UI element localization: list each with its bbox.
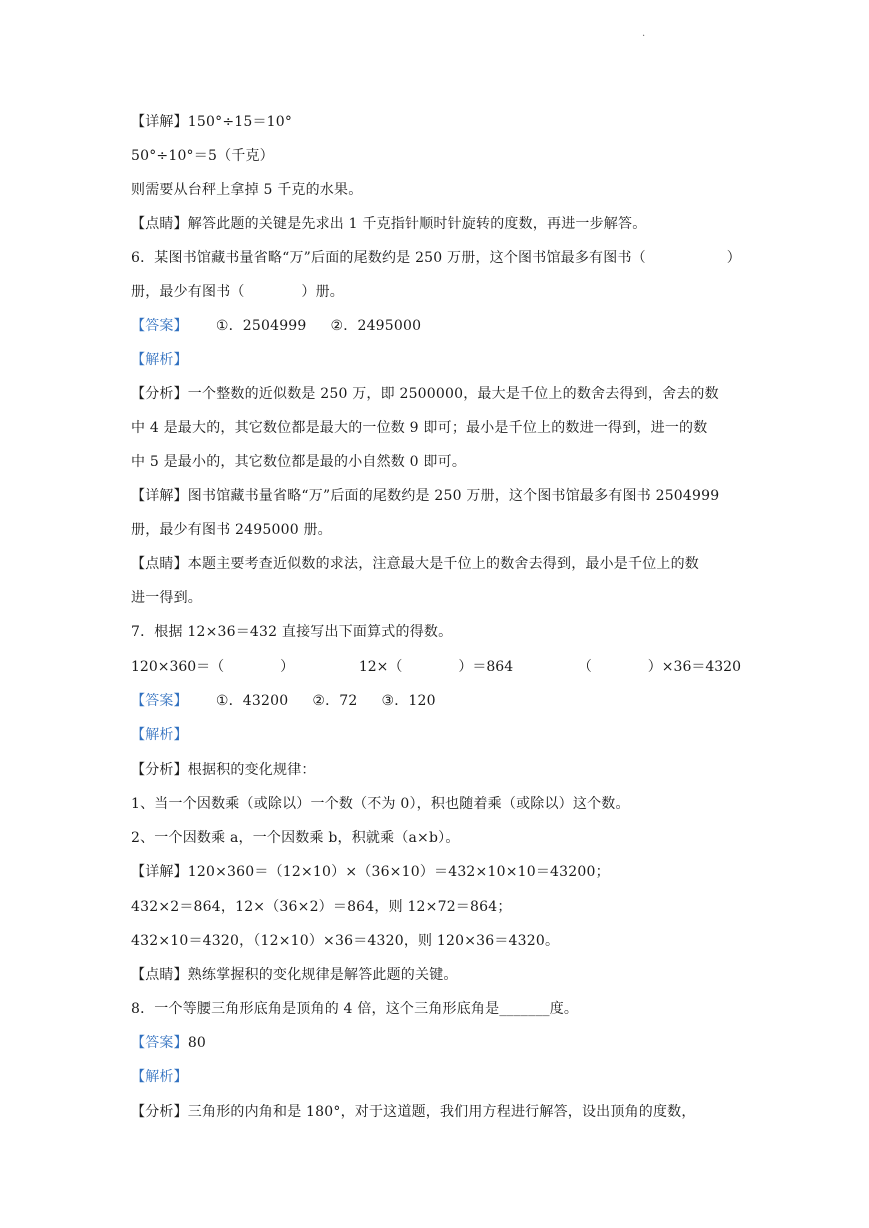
q7-rule-2: 2、一个因数乘 a，一个因数乘 b，积就乘（a×b）。	[131, 830, 460, 846]
q6-analysis-line-1: 【分析】一个整数的近似数是 250 万，即 2500000，最大是千位上的数舍去得到，舍去的数	[131, 386, 719, 402]
q6-question-line-2: 册，最少有图书（ ）册。	[131, 284, 344, 300]
q7-answer-3: ③．120	[381, 693, 436, 709]
q6-analysis-line-2: 中 4 是最大的，其它数位都是最大的一位数 9 即可；最小是千位上的数进一得到，进一的数	[131, 420, 708, 436]
q7-expression-3: （ ）×36＝4320	[577, 659, 741, 675]
q7-detail-line-2: 432×2＝864，12×（36×2）＝864，则 12×72＝864；	[131, 899, 512, 915]
q6-analysis-label: 【解析】	[131, 352, 188, 368]
q6-question-line-1	[131, 248, 741, 268]
page-marker: .	[642, 28, 646, 39]
q7-question: 7．根据 12×36＝432 直接写出下面算式的得数。	[131, 624, 453, 640]
answer-label: 【答案】	[131, 318, 188, 334]
q6-question-paren-end: ）	[726, 250, 741, 266]
q8-analysis-line: 【分析】三角形的内角和是 180°，对于这道题，我们用方程进行解答，设出顶角的度数，	[131, 1104, 696, 1120]
q6-analysis-line-3: 中 5 是最小的，其它数位都是最的小自然数 0 即可。	[131, 454, 467, 470]
detail-line-1: 【详解】150°÷15＝10°	[131, 114, 293, 130]
q7-analysis-line: 【分析】根据积的变化规律：	[131, 762, 316, 778]
q8-analysis-label: 【解析】	[131, 1069, 188, 1085]
q6-answer-1: ①．2504999	[215, 318, 307, 334]
comment-line: 【点睛】解答此题的关键是先求出 1 千克指针顺时针旋转的度数，再进一步解答。	[131, 216, 647, 232]
q7-answer-2: ②．72	[312, 693, 358, 709]
q7-analysis-label: 【解析】	[131, 727, 188, 743]
q6-comment-line-1: 【点睛】本题主要考查近似数的求法，注意最大是千位上的数舍去得到，最小是千位上的数	[131, 556, 699, 572]
q7-expressions	[131, 657, 741, 677]
q8-answer-line	[131, 1033, 741, 1053]
q6-answer-line	[131, 316, 741, 336]
q7-rule-1: 1、当一个因数乘（或除以）一个数（不为 0），积也随着乘（或除以）这个数。	[131, 796, 630, 812]
answer-label: 【答案】	[131, 693, 188, 709]
q7-comment-line: 【点睛】熟练掌握积的变化规律是解答此题的关键。	[131, 967, 458, 983]
detail-line-3: 则需要从台秤上拿掉 5 千克的水果。	[131, 182, 363, 198]
q8-answer: 80	[187, 1035, 207, 1051]
q7-expression-2: 12×（ ）＝864	[358, 659, 514, 675]
q7-detail-line-3: 432×10＝4320，（12×10）×36＝4320，则 120×36＝4320。	[131, 933, 560, 949]
detail-line-2: 50°÷10°＝5（千克）	[131, 148, 274, 164]
q7-expression-1: 120×360＝（ ）	[131, 659, 295, 675]
q6-comment-line-2: 进一得到。	[131, 590, 202, 606]
q6-answer-2: ②．2495000	[330, 318, 422, 334]
q7-answer-line	[131, 691, 741, 711]
q6-question-text: 6．某图书馆藏书量省略“万”后面的尾数约是 250 万册，这个图书馆最多有图书（	[131, 250, 646, 266]
q7-detail-line-1: 【详解】120×360＝（12×10）×（36×10）＝432×10×10＝43200；	[131, 864, 610, 880]
q8-question: 8．一个等腰三角形底角是顶角的 4 倍，这个三角形底角是_______度。	[131, 1001, 579, 1017]
q6-detail-line-2: 册，最少有图书 2495000 册。	[131, 522, 332, 538]
q6-detail-line-1: 【详解】图书馆藏书量省略“万”后面的尾数约是 250 万册，这个图书馆最多有图书 2504999	[131, 488, 720, 504]
q7-answer-1: ①．43200	[215, 693, 289, 709]
answer-label: 【答案】	[131, 1035, 188, 1051]
